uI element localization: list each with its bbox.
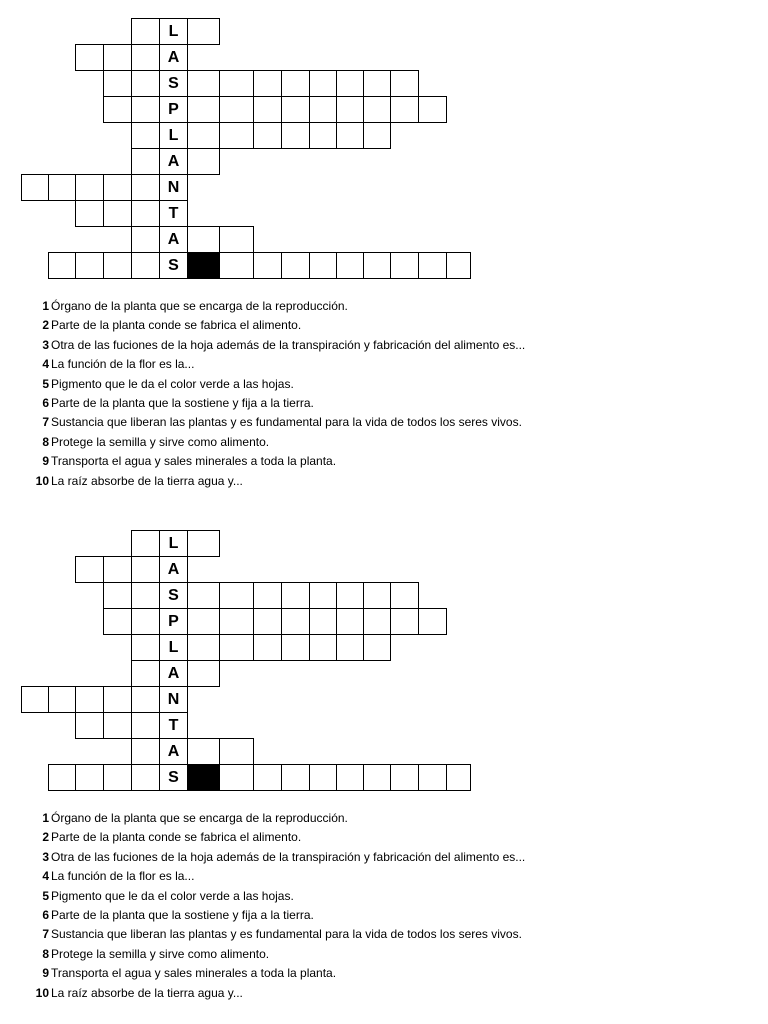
clue-number: 4 bbox=[42, 869, 49, 884]
letter-cell: P bbox=[159, 96, 188, 123]
answer-cell[interactable] bbox=[103, 556, 132, 583]
clue-item bbox=[0, 316, 768, 335]
clue-number: 1 bbox=[42, 299, 49, 313]
answer-cell[interactable] bbox=[281, 70, 310, 97]
answer-cell[interactable] bbox=[281, 96, 310, 123]
answer-cell[interactable] bbox=[75, 200, 104, 227]
answer-cell[interactable] bbox=[336, 634, 364, 661]
answer-cell[interactable] bbox=[309, 122, 337, 149]
clue-text: Parte de la planta conde se fabrica el alimento. bbox=[51, 318, 302, 333]
letter-cell: T bbox=[159, 200, 188, 227]
clue-number: 8 bbox=[42, 946, 49, 961]
letter-cell: A bbox=[159, 738, 188, 765]
answer-cell[interactable] bbox=[336, 70, 364, 97]
clue-number: 9 bbox=[42, 966, 49, 981]
clue-item bbox=[0, 867, 768, 886]
answer-cell[interactable] bbox=[48, 764, 76, 791]
answer-cell[interactable] bbox=[219, 252, 254, 279]
clue-text: Otra de las fuciones de la hoja además de la transpiración y fabricación del alimento es... bbox=[51, 849, 526, 864]
clue-item bbox=[0, 828, 768, 847]
clue-item bbox=[0, 887, 768, 906]
clue-text: Parte de la planta que la sostiene y fija a la tierra. bbox=[51, 907, 314, 922]
answer-cell[interactable] bbox=[336, 252, 364, 279]
crossword-puzzle-2 bbox=[0, 512, 768, 1024]
answer-cell[interactable] bbox=[131, 148, 160, 175]
letter-cell: L bbox=[159, 634, 188, 661]
answer-cell[interactable] bbox=[281, 764, 310, 791]
clue-item bbox=[0, 433, 768, 452]
answer-cell[interactable] bbox=[48, 252, 76, 279]
letter-cell: A bbox=[159, 226, 188, 253]
answer-cell[interactable] bbox=[131, 200, 160, 227]
answer-cell[interactable] bbox=[131, 608, 160, 635]
answer-cell[interactable] bbox=[418, 252, 447, 279]
answer-cell[interactable] bbox=[363, 252, 391, 279]
letter-cell: N bbox=[159, 174, 188, 201]
clue-text: Transporta el agua y sales minerales a toda la planta. bbox=[51, 454, 337, 469]
answer-cell[interactable] bbox=[131, 96, 160, 123]
clue-item bbox=[0, 394, 768, 413]
clue-text: Parte de la planta conde se fabrica el alimento. bbox=[51, 830, 302, 845]
answer-cell[interactable] bbox=[75, 44, 104, 71]
answer-cell[interactable] bbox=[336, 96, 364, 123]
answer-cell[interactable] bbox=[75, 686, 104, 713]
answer-cell[interactable] bbox=[75, 556, 104, 583]
answer-cell[interactable] bbox=[187, 226, 220, 253]
clue-number: 2 bbox=[42, 830, 49, 845]
clue-item bbox=[0, 297, 768, 316]
answer-cell[interactable] bbox=[131, 252, 160, 279]
answer-cell[interactable] bbox=[363, 608, 391, 635]
letter-cell: P bbox=[159, 608, 188, 635]
answer-cell[interactable] bbox=[48, 686, 76, 713]
letter-cell: A bbox=[159, 44, 188, 71]
clue-text: Transporta el agua y sales minerales a toda la planta. bbox=[51, 966, 337, 981]
letter-cell: S bbox=[159, 582, 188, 609]
answer-cell[interactable] bbox=[281, 608, 310, 635]
answer-cell[interactable] bbox=[48, 174, 76, 201]
answer-cell[interactable] bbox=[219, 226, 254, 253]
answer-cell[interactable] bbox=[103, 608, 132, 635]
clue-number: 1 bbox=[42, 811, 49, 825]
clue-list bbox=[0, 297, 768, 491]
answer-cell[interactable] bbox=[219, 70, 254, 97]
answer-cell[interactable] bbox=[75, 174, 104, 201]
clue-text: La función de la flor es la... bbox=[51, 357, 195, 372]
clue-number: 7 bbox=[42, 415, 49, 430]
clue-text: La función de la flor es la... bbox=[51, 869, 195, 884]
letter-cell: L bbox=[159, 18, 188, 45]
answer-cell[interactable] bbox=[336, 582, 364, 609]
answer-cell[interactable] bbox=[219, 738, 254, 765]
clue-number: 8 bbox=[42, 434, 49, 449]
answer-cell[interactable] bbox=[309, 70, 337, 97]
answer-cell[interactable] bbox=[187, 18, 220, 45]
answer-cell[interactable] bbox=[281, 122, 310, 149]
answer-cell[interactable] bbox=[187, 582, 220, 609]
clue-item bbox=[0, 336, 768, 355]
answer-cell[interactable] bbox=[219, 122, 254, 149]
letter-cell: T bbox=[159, 712, 188, 739]
clue-number: 4 bbox=[42, 357, 49, 372]
answer-cell[interactable] bbox=[309, 608, 337, 635]
answer-cell[interactable] bbox=[309, 582, 337, 609]
answer-cell[interactable] bbox=[187, 530, 220, 557]
answer-cell[interactable] bbox=[103, 686, 132, 713]
crossword-grid bbox=[0, 0, 768, 290]
letter-cell: A bbox=[159, 556, 188, 583]
answer-cell[interactable] bbox=[187, 660, 220, 687]
letter-cell: A bbox=[159, 660, 188, 687]
clue-number: 6 bbox=[42, 907, 49, 922]
clue-item bbox=[0, 848, 768, 867]
clue-text: Otra de las fuciones de la hoja además de la transpiración y fabricación del alimento es... bbox=[51, 337, 526, 352]
clue-item bbox=[0, 472, 768, 491]
clue-number: 6 bbox=[42, 395, 49, 410]
answer-cell[interactable] bbox=[103, 764, 132, 791]
answer-cell[interactable] bbox=[131, 174, 160, 201]
answer-cell[interactable] bbox=[131, 582, 160, 609]
answer-cell[interactable] bbox=[131, 660, 160, 687]
answer-cell[interactable] bbox=[281, 582, 310, 609]
answer-cell[interactable] bbox=[131, 44, 160, 71]
answer-cell[interactable] bbox=[253, 252, 282, 279]
letter-cell: L bbox=[159, 530, 188, 557]
answer-cell[interactable] bbox=[281, 252, 310, 279]
answer-cell[interactable] bbox=[418, 608, 447, 635]
answer-cell[interactable] bbox=[253, 608, 282, 635]
answer-cell[interactable] bbox=[418, 764, 447, 791]
answer-cell[interactable] bbox=[363, 96, 391, 123]
clue-list bbox=[0, 809, 768, 1003]
answer-cell[interactable] bbox=[336, 764, 364, 791]
clue-item bbox=[0, 964, 768, 983]
answer-cell[interactable] bbox=[390, 252, 419, 279]
answer-cell[interactable] bbox=[253, 634, 282, 661]
answer-cell[interactable] bbox=[363, 122, 391, 149]
clue-item bbox=[0, 984, 768, 1003]
answer-cell[interactable] bbox=[187, 608, 220, 635]
clue-item bbox=[0, 945, 768, 964]
clue-item bbox=[0, 413, 768, 432]
answer-cell[interactable] bbox=[75, 764, 104, 791]
letter-cell: A bbox=[159, 148, 188, 175]
answer-cell[interactable] bbox=[131, 226, 160, 253]
answer-cell[interactable] bbox=[131, 122, 160, 149]
answer-cell[interactable] bbox=[390, 582, 419, 609]
answer-cell[interactable] bbox=[390, 96, 419, 123]
blocked-cell bbox=[187, 252, 220, 279]
clue-text: Parte de la planta que la sostiene y fija a la tierra. bbox=[51, 395, 314, 410]
clue-number: 2 bbox=[42, 318, 49, 333]
answer-cell[interactable] bbox=[103, 44, 132, 71]
answer-cell[interactable] bbox=[103, 96, 132, 123]
answer-cell[interactable] bbox=[418, 96, 447, 123]
answer-cell[interactable] bbox=[253, 764, 282, 791]
answer-cell[interactable] bbox=[131, 686, 160, 713]
answer-cell[interactable] bbox=[103, 712, 132, 739]
answer-cell[interactable] bbox=[309, 96, 337, 123]
answer-cell[interactable] bbox=[131, 764, 160, 791]
answer-cell[interactable] bbox=[187, 70, 220, 97]
clue-number: 10 bbox=[35, 473, 49, 488]
answer-cell[interactable] bbox=[219, 634, 254, 661]
answer-cell[interactable] bbox=[131, 18, 160, 45]
answer-cell[interactable] bbox=[446, 764, 471, 791]
answer-cell[interactable] bbox=[253, 122, 282, 149]
answer-cell[interactable] bbox=[187, 96, 220, 123]
answer-cell[interactable] bbox=[103, 582, 132, 609]
letter-cell: S bbox=[159, 70, 188, 97]
letter-cell: S bbox=[159, 252, 188, 279]
clue-number: 5 bbox=[42, 888, 49, 903]
letter-cell: S bbox=[159, 764, 188, 791]
answer-cell[interactable] bbox=[21, 174, 49, 201]
answer-cell[interactable] bbox=[309, 634, 337, 661]
clue-item bbox=[0, 809, 768, 828]
clue-text: La raíz absorbe de la tierra agua y... bbox=[51, 985, 243, 1000]
clue-number: 9 bbox=[42, 454, 49, 469]
answer-cell[interactable] bbox=[131, 738, 160, 765]
answer-cell[interactable] bbox=[219, 582, 254, 609]
clue-number: 3 bbox=[42, 337, 49, 352]
answer-cell[interactable] bbox=[131, 70, 160, 97]
answer-cell[interactable] bbox=[219, 764, 254, 791]
letter-cell: N bbox=[159, 686, 188, 713]
answer-cell[interactable] bbox=[187, 738, 220, 765]
answer-cell[interactable] bbox=[103, 70, 132, 97]
answer-cell[interactable] bbox=[309, 764, 337, 791]
answer-cell[interactable] bbox=[75, 252, 104, 279]
answer-cell[interactable] bbox=[103, 252, 132, 279]
blocked-cell bbox=[187, 764, 220, 791]
answer-cell[interactable] bbox=[187, 148, 220, 175]
answer-cell[interactable] bbox=[253, 582, 282, 609]
clue-item bbox=[0, 906, 768, 925]
answer-cell[interactable] bbox=[187, 122, 220, 149]
clue-text: Pigmento que le da el color verde a las hojas. bbox=[51, 376, 294, 391]
answer-cell[interactable] bbox=[187, 634, 220, 661]
answer-cell[interactable] bbox=[131, 556, 160, 583]
answer-cell[interactable] bbox=[131, 712, 160, 739]
clue-number: 7 bbox=[42, 927, 49, 942]
answer-cell[interactable] bbox=[103, 174, 132, 201]
clue-item bbox=[0, 925, 768, 944]
letter-cell: L bbox=[159, 122, 188, 149]
clue-item bbox=[0, 375, 768, 394]
clue-text: Protege la semilla y sirve como alimento. bbox=[51, 946, 270, 961]
clue-number: 3 bbox=[42, 849, 49, 864]
clue-text: La raíz absorbe de la tierra agua y... bbox=[51, 473, 243, 488]
answer-cell[interactable] bbox=[390, 764, 419, 791]
answer-cell[interactable] bbox=[103, 200, 132, 227]
answer-cell[interactable] bbox=[253, 70, 282, 97]
answer-cell[interactable] bbox=[363, 764, 391, 791]
answer-cell[interactable] bbox=[363, 634, 391, 661]
clue-text: Órgano de la planta que se encarga de la reproducción. bbox=[51, 811, 348, 825]
clue-text: Sustancia que liberan las plantas y es fundamental para la vida de todos los seres vivos. bbox=[51, 927, 522, 942]
answer-cell[interactable] bbox=[219, 96, 254, 123]
answer-cell[interactable] bbox=[336, 122, 364, 149]
answer-cell[interactable] bbox=[446, 252, 471, 279]
answer-cell[interactable] bbox=[253, 96, 282, 123]
clue-text: Protege la semilla y sirve como alimento. bbox=[51, 434, 270, 449]
answer-cell[interactable] bbox=[390, 608, 419, 635]
answer-cell[interactable] bbox=[309, 252, 337, 279]
clue-item bbox=[0, 452, 768, 471]
answer-cell[interactable] bbox=[281, 634, 310, 661]
answer-cell[interactable] bbox=[131, 530, 160, 557]
clue-text: Sustancia que liberan las plantas y es fundamental para la vida de todos los seres vivos. bbox=[51, 415, 522, 430]
answer-cell[interactable] bbox=[75, 712, 104, 739]
crossword-grid bbox=[0, 512, 768, 802]
answer-cell[interactable] bbox=[336, 608, 364, 635]
clue-text: Órgano de la planta que se encarga de la reproducción. bbox=[51, 299, 348, 313]
clue-number: 10 bbox=[35, 985, 49, 1000]
answer-cell[interactable] bbox=[363, 582, 391, 609]
answer-cell[interactable] bbox=[390, 70, 419, 97]
clue-item bbox=[0, 355, 768, 374]
answer-cell[interactable] bbox=[21, 686, 49, 713]
answer-cell[interactable] bbox=[363, 70, 391, 97]
answer-cell[interactable] bbox=[131, 634, 160, 661]
answer-cell[interactable] bbox=[219, 608, 254, 635]
clue-number: 5 bbox=[42, 376, 49, 391]
clue-text: Pigmento que le da el color verde a las hojas. bbox=[51, 888, 294, 903]
